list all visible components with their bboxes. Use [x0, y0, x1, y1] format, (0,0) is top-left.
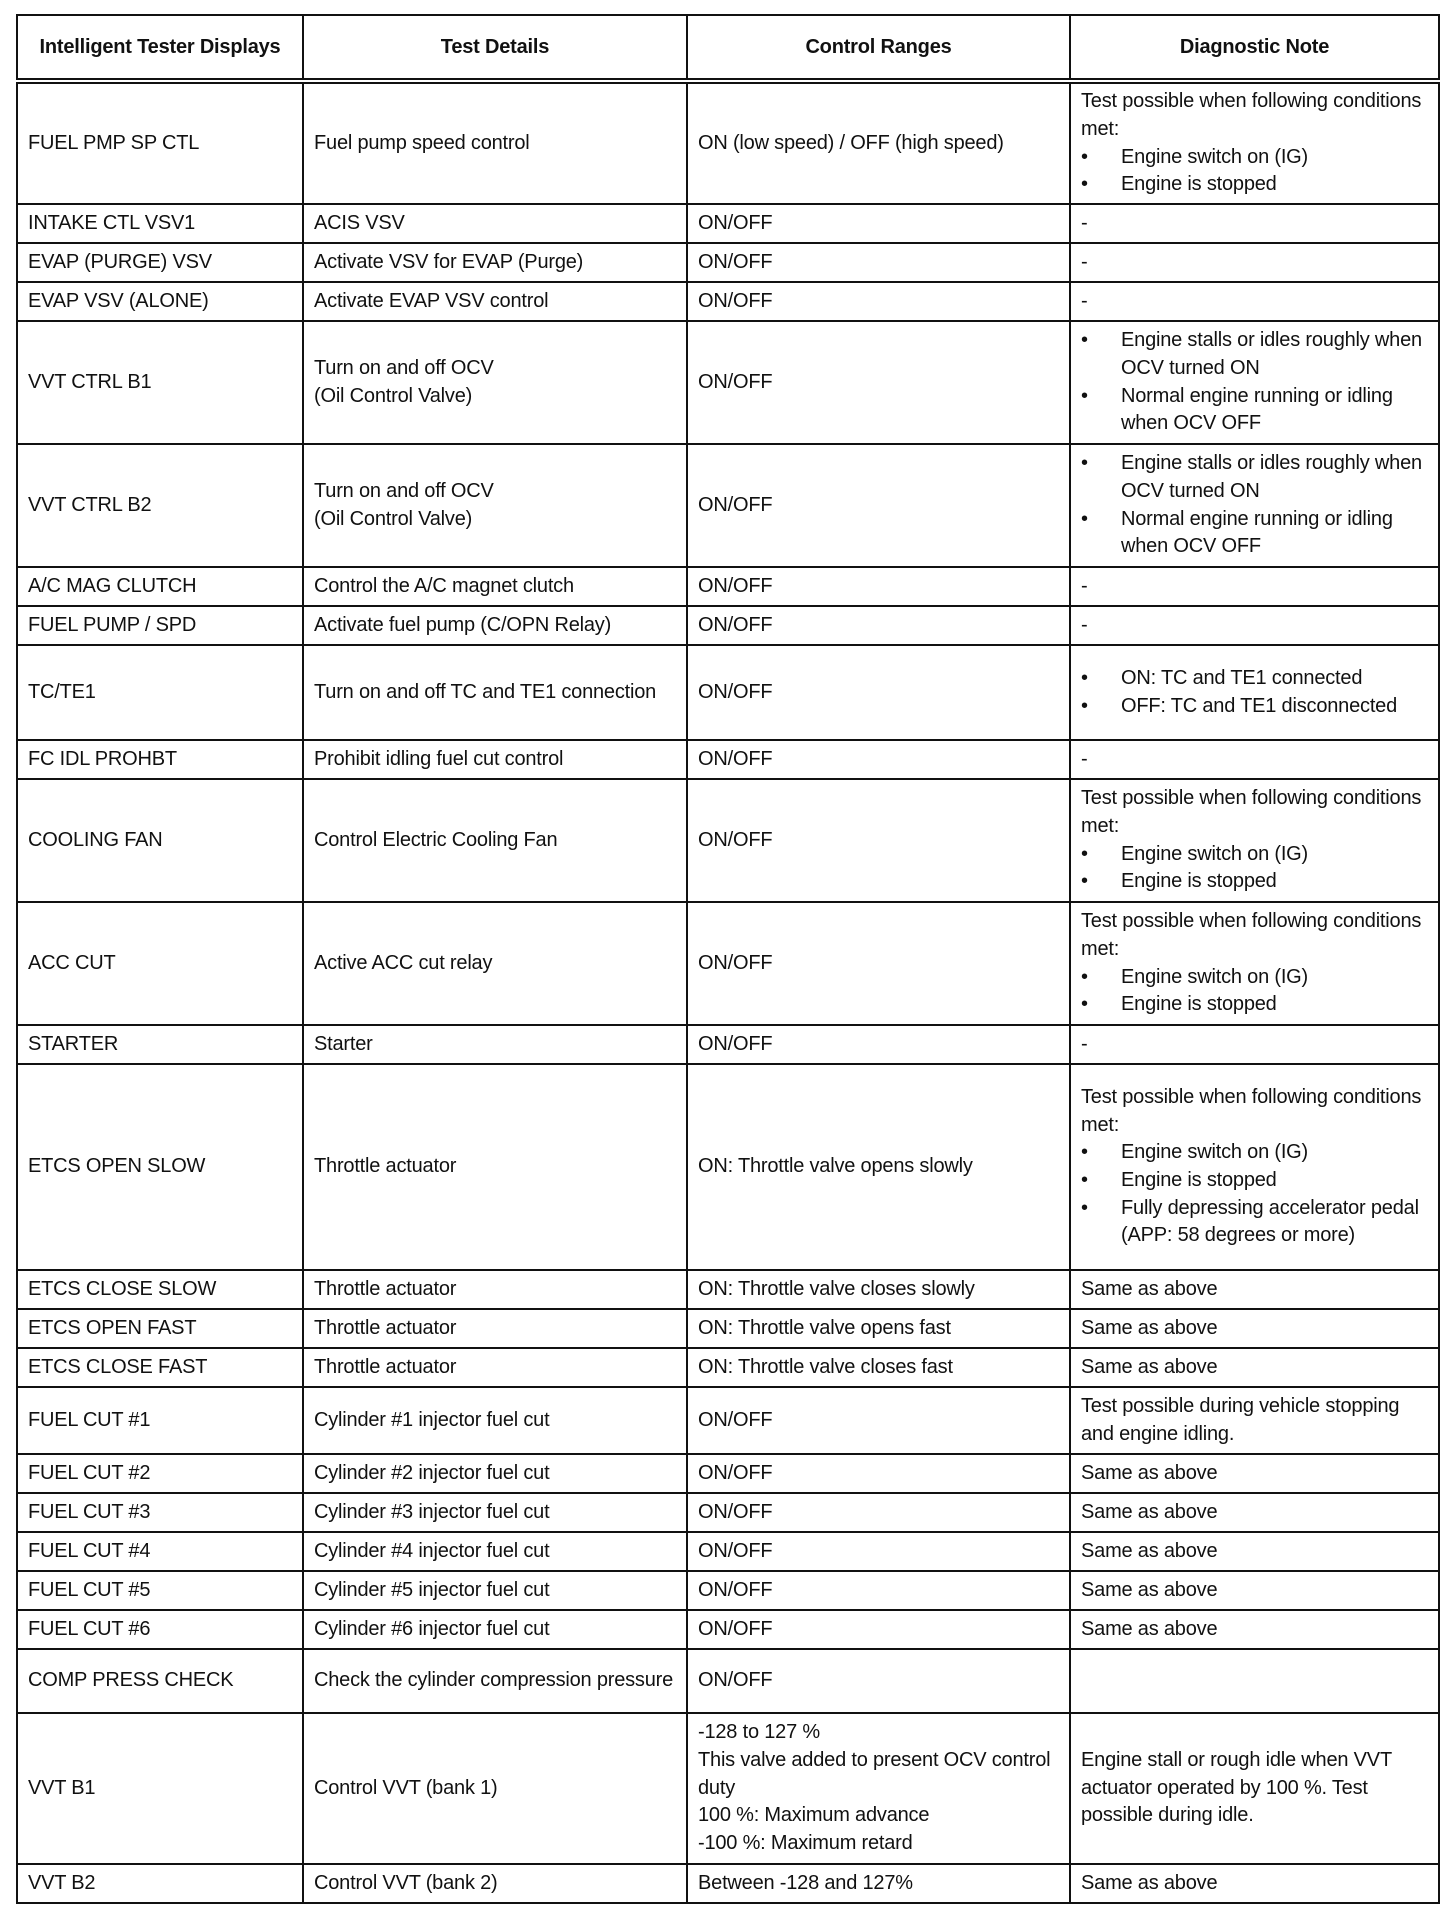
cell-test-details	[303, 1454, 687, 1493]
cell-control-range	[687, 81, 1070, 204]
cell-diagnostic-note	[1070, 1571, 1439, 1610]
bullet-icon: •	[1081, 173, 1088, 196]
cell-diagnostic-note	[1070, 606, 1439, 645]
table-row	[17, 1309, 1439, 1348]
cell-diagnostic-note	[1070, 779, 1439, 902]
cell-display: FUEL PMP SP CTL	[17, 81, 303, 204]
cell-line: Active ACC cut relay	[314, 951, 493, 974]
cell-test-details	[303, 779, 687, 902]
note-text: Engine is stopped	[1121, 870, 1277, 893]
cell-display: VVT CTRL B1	[17, 321, 303, 444]
cell-display: EVAP (PURGE) VSV	[17, 243, 303, 282]
cell-test-details	[303, 567, 687, 606]
note-text: Same as above	[1081, 1355, 1218, 1378]
cell-control-range	[687, 1649, 1070, 1713]
note-bullet-item	[1081, 450, 1428, 505]
table-row	[17, 606, 1439, 645]
bullet-icon: •	[1081, 666, 1088, 689]
cell-display: ETCS OPEN SLOW	[17, 1064, 303, 1270]
cell-line: ON/OFF	[698, 1461, 773, 1484]
note-text: Same as above	[1081, 1617, 1218, 1640]
table-row	[17, 1493, 1439, 1532]
cell-display: ACC CUT	[17, 902, 303, 1025]
cell-diagnostic-note	[1070, 1064, 1439, 1270]
cell-line: ON/OFF	[698, 613, 773, 636]
cell-line: -128 to 127 %	[698, 1721, 820, 1744]
note-text: OFF: TC and TE1 disconnected	[1121, 694, 1398, 717]
cell-line: ON/OFF	[698, 574, 773, 597]
header-test-details: Test Details	[303, 15, 687, 81]
cell-line: ON/OFF	[698, 211, 773, 234]
cell-diagnostic-note	[1070, 1864, 1439, 1903]
note-bullet-item	[1081, 327, 1428, 382]
note-text: Normal engine running or idling when OCV OFF	[1121, 384, 1393, 435]
note-bullet-item	[1081, 506, 1428, 561]
note-text: ON: TC and TE1 connected	[1121, 666, 1363, 689]
cell-line: Control VVT (bank 1)	[314, 1776, 498, 1799]
cell-line: Turn on and off OCV	[314, 479, 494, 502]
cell-line: 100 %: Maximum advance	[698, 1804, 930, 1827]
cell-control-range	[687, 1713, 1070, 1864]
note-bullet-item	[1081, 383, 1428, 438]
cell-display: ETCS CLOSE SLOW	[17, 1270, 303, 1309]
cell-control-range	[687, 606, 1070, 645]
cell-line: Cylinder #2 injector fuel cut	[314, 1461, 550, 1484]
table-row	[17, 1649, 1439, 1713]
cell-line: ON/OFF	[698, 680, 773, 703]
bullet-icon: •	[1081, 329, 1088, 352]
cell-display: FUEL CUT #6	[17, 1610, 303, 1649]
cell-control-range	[687, 740, 1070, 779]
cell-display: ETCS OPEN FAST	[17, 1309, 303, 1348]
bullet-icon: •	[1081, 965, 1088, 988]
active-test-table	[16, 14, 1440, 1904]
note-text: Same as above	[1081, 1461, 1218, 1484]
cell-control-range	[687, 1864, 1070, 1903]
table-row	[17, 740, 1439, 779]
note-text: -	[1081, 250, 1088, 273]
cell-display: FUEL CUT #4	[17, 1532, 303, 1571]
cell-diagnostic-note	[1070, 1649, 1439, 1713]
cell-diagnostic-note	[1070, 1309, 1439, 1348]
header-displays: Intelligent Tester Displays	[17, 15, 303, 81]
cell-control-range	[687, 1348, 1070, 1387]
cell-line: Turn on and off TC and TE1 connection	[314, 680, 657, 703]
cell-test-details	[303, 321, 687, 444]
cell-line: ON/OFF	[698, 1408, 773, 1431]
cell-line: Prohibit idling fuel cut control	[314, 747, 564, 770]
cell-diagnostic-note	[1070, 1270, 1439, 1309]
cell-line: Control VVT (bank 2)	[314, 1871, 498, 1894]
cell-line: (Oil Control Valve)	[314, 384, 473, 407]
cell-display: EVAP VSV (ALONE)	[17, 282, 303, 321]
header-diagnostic-note: Diagnostic Note	[1070, 15, 1439, 81]
cell-display: FUEL PUMP / SPD	[17, 606, 303, 645]
cell-line: Throttle actuator	[314, 1277, 457, 1300]
cell-diagnostic-note	[1070, 1348, 1439, 1387]
bullet-icon: •	[1081, 1169, 1088, 1191]
note-text: Engine stalls or idles roughly when OCV turned ON	[1121, 329, 1422, 379]
cell-diagnostic-note	[1070, 282, 1439, 321]
cell-display: FUEL CUT #3	[17, 1493, 303, 1532]
table-row	[17, 1348, 1439, 1387]
cell-control-range	[687, 204, 1070, 243]
cell-control-range	[687, 1610, 1070, 1649]
note-text: Engine switch on (IG)	[1121, 965, 1308, 988]
note-text: Fully depressing accelerator pedal (APP: 58 degrees or more)	[1121, 1196, 1419, 1247]
cell-line: Throttle actuator	[314, 1355, 457, 1378]
bullet-icon: •	[1081, 993, 1088, 1016]
cell-line: ON: Throttle valve opens slowly	[698, 1155, 973, 1178]
note-text: -	[1081, 574, 1088, 597]
note-text: Test possible when following conditions met:	[1081, 90, 1422, 140]
cell-line: ON/OFF	[698, 1617, 773, 1640]
cell-line: Control Electric Cooling Fan	[314, 828, 558, 851]
cell-test-details	[303, 204, 687, 243]
cell-diagnostic-note	[1070, 1610, 1439, 1649]
table-row	[17, 1270, 1439, 1309]
cell-test-details	[303, 1493, 687, 1532]
cell-display: TC/TE1	[17, 645, 303, 740]
cell-line: ON/OFF	[698, 1578, 773, 1601]
cell-line: This valve added to present OCV control duty	[698, 1748, 1051, 1799]
cell-line: ON/OFF	[698, 250, 773, 273]
cell-line: Check the cylinder compression pressure	[314, 1669, 674, 1692]
cell-test-details	[303, 1270, 687, 1309]
note-text: Engine stalls or idles roughly when OCV turned ON	[1121, 452, 1422, 502]
cell-test-details	[303, 1610, 687, 1649]
cell-diagnostic-note	[1070, 740, 1439, 779]
cell-diagnostic-note	[1070, 204, 1439, 243]
cell-line: Activate fuel pump (C/OPN Relay)	[314, 613, 612, 636]
cell-test-details	[303, 1571, 687, 1610]
cell-line: ON/OFF	[698, 1500, 773, 1523]
bullet-icon: •	[1081, 842, 1088, 865]
cell-test-details	[303, 1864, 687, 1903]
cell-display: VVT B1	[17, 1713, 303, 1864]
cell-test-details	[303, 645, 687, 740]
note-text: -	[1081, 1032, 1088, 1055]
table-row	[17, 1064, 1439, 1270]
note-bullet-item	[1081, 693, 1428, 721]
note-text: Engine switch on (IG)	[1121, 842, 1308, 865]
cell-display: FUEL CUT #2	[17, 1454, 303, 1493]
bullet-icon: •	[1081, 694, 1088, 717]
table-row	[17, 645, 1439, 740]
cell-diagnostic-note	[1070, 1454, 1439, 1493]
table-row	[17, 444, 1439, 567]
cell-diagnostic-note	[1070, 902, 1439, 1025]
table-row	[17, 1610, 1439, 1649]
note-text: Normal engine running or idling when OCV OFF	[1121, 507, 1393, 558]
cell-display: VVT CTRL B2	[17, 444, 303, 567]
cell-line: ON: Throttle valve closes fast	[698, 1355, 953, 1378]
note-text: Test possible during vehicle stopping and engine idling.	[1081, 1394, 1400, 1445]
note-bullet-item	[1081, 171, 1428, 199]
cell-line: Cylinder #4 injector fuel cut	[314, 1539, 550, 1562]
cell-diagnostic-note	[1070, 1387, 1439, 1454]
cell-test-details	[303, 1064, 687, 1270]
cell-control-range	[687, 567, 1070, 606]
table-row	[17, 204, 1439, 243]
note-text: Test possible when following conditions met:	[1081, 910, 1422, 960]
note-text: Engine switch on (IG)	[1121, 1141, 1308, 1164]
cell-control-range	[687, 1532, 1070, 1571]
cell-test-details	[303, 1713, 687, 1864]
cell-display: STARTER	[17, 1025, 303, 1064]
note-bullet-item	[1081, 1167, 1428, 1195]
cell-control-range	[687, 1270, 1070, 1309]
bullet-icon: •	[1081, 145, 1088, 168]
table-row	[17, 81, 1439, 204]
table-body	[17, 81, 1439, 1903]
table-row	[17, 282, 1439, 321]
cell-line: Starter	[314, 1032, 373, 1055]
cell-control-range	[687, 779, 1070, 902]
cell-line: ON/OFF	[698, 1539, 773, 1562]
cell-control-range	[687, 321, 1070, 444]
cell-line: Cylinder #1 injector fuel cut	[314, 1408, 550, 1431]
cell-diagnostic-note	[1070, 1532, 1439, 1571]
cell-control-range	[687, 1493, 1070, 1532]
note-text: Same as above	[1081, 1277, 1218, 1300]
cell-display: COMP PRESS CHECK	[17, 1649, 303, 1713]
cell-control-range	[687, 1309, 1070, 1348]
note-text: -	[1081, 613, 1088, 636]
cell-line: -100 %: Maximum retard	[698, 1832, 913, 1855]
cell-test-details	[303, 1532, 687, 1571]
cell-diagnostic-note	[1070, 1025, 1439, 1064]
note-bullet-item	[1081, 964, 1428, 992]
table-row	[17, 1571, 1439, 1610]
table-row	[17, 779, 1439, 902]
table-row	[17, 1532, 1439, 1571]
table-row	[17, 321, 1439, 444]
cell-control-range	[687, 645, 1070, 740]
note-text: Engine switch on (IG)	[1121, 145, 1308, 168]
cell-display: VVT B2	[17, 1864, 303, 1903]
cell-line: ON/OFF	[698, 289, 773, 312]
cell-line: ON/OFF	[698, 370, 773, 393]
cell-line: Turn on and off OCV	[314, 356, 494, 379]
table-row	[17, 1454, 1439, 1493]
cell-line: Control the A/C magnet clutch	[314, 574, 574, 597]
table-row	[17, 1713, 1439, 1864]
note-bullet-item	[1081, 1195, 1428, 1250]
cell-line: ON/OFF	[698, 828, 773, 851]
cell-test-details	[303, 1348, 687, 1387]
cell-test-details	[303, 1025, 687, 1064]
cell-display: FC IDL PROHBT	[17, 740, 303, 779]
note-text: Same as above	[1081, 1539, 1218, 1562]
note-text: Engine stall or rough idle when VVT actuator operated by 100 %. Test possible during idle.	[1081, 1748, 1392, 1827]
cell-display: FUEL CUT #1	[17, 1387, 303, 1454]
bullet-icon: •	[1081, 384, 1088, 407]
cell-line: ON/OFF	[698, 951, 773, 974]
note-text: Same as above	[1081, 1578, 1218, 1601]
cell-line: ACIS VSV	[314, 211, 405, 234]
cell-diagnostic-note	[1070, 444, 1439, 567]
note-text: -	[1081, 211, 1088, 234]
cell-test-details	[303, 243, 687, 282]
cell-test-details	[303, 444, 687, 567]
cell-test-details	[303, 740, 687, 779]
bullet-icon: •	[1081, 452, 1088, 475]
note-text: -	[1081, 747, 1088, 770]
cell-diagnostic-note	[1070, 321, 1439, 444]
cell-control-range	[687, 1064, 1070, 1270]
cell-line: Cylinder #6 injector fuel cut	[314, 1617, 550, 1640]
cell-display: ETCS CLOSE FAST	[17, 1348, 303, 1387]
bullet-icon: •	[1081, 870, 1088, 893]
cell-test-details	[303, 282, 687, 321]
cell-line: ON/OFF	[698, 747, 773, 770]
cell-line: Throttle actuator	[314, 1155, 457, 1178]
bullet-icon: •	[1081, 507, 1088, 530]
cell-line: ON: Throttle valve opens fast	[698, 1316, 951, 1339]
cell-diagnostic-note	[1070, 1493, 1439, 1532]
cell-control-range	[687, 282, 1070, 321]
cell-line: ON: Throttle valve closes slowly	[698, 1277, 975, 1300]
header-control-ranges: Control Ranges	[687, 15, 1070, 81]
cell-test-details	[303, 81, 687, 204]
cell-line: ON/OFF	[698, 493, 773, 516]
cell-display: FUEL CUT #5	[17, 1571, 303, 1610]
cell-test-details	[303, 902, 687, 1025]
note-text: Test possible when following conditions met:	[1081, 787, 1422, 837]
note-bullet-item	[1081, 665, 1428, 693]
note-bullet-item	[1081, 1139, 1428, 1167]
note-bullet-item	[1081, 991, 1428, 1019]
note-text: -	[1081, 289, 1088, 312]
cell-test-details	[303, 1309, 687, 1348]
cell-line: ON/OFF	[698, 1669, 773, 1692]
note-text: Engine is stopped	[1121, 993, 1277, 1016]
note-text: Engine is stopped	[1121, 1169, 1277, 1191]
table-row	[17, 243, 1439, 282]
cell-control-range	[687, 1454, 1070, 1493]
cell-control-range	[687, 1387, 1070, 1454]
note-text: Test possible when following conditions met:	[1081, 1085, 1422, 1136]
cell-line: Throttle actuator	[314, 1316, 457, 1339]
cell-control-range	[687, 444, 1070, 567]
cell-display: COOLING FAN	[17, 779, 303, 902]
note-bullet-item	[1081, 841, 1428, 869]
cell-line: Fuel pump speed control	[314, 131, 530, 154]
cell-diagnostic-note	[1070, 567, 1439, 606]
cell-diagnostic-note	[1070, 243, 1439, 282]
table-row	[17, 567, 1439, 606]
cell-line: ON (low speed) / OFF (high speed)	[698, 131, 1004, 154]
cell-line: (Oil Control Valve)	[314, 507, 473, 530]
bullet-icon: •	[1081, 1196, 1088, 1219]
cell-line: Activate VSV for EVAP (Purge)	[314, 250, 584, 273]
cell-control-range	[687, 243, 1070, 282]
bullet-icon: •	[1081, 1141, 1088, 1164]
note-bullet-item	[1081, 144, 1428, 172]
cell-test-details	[303, 606, 687, 645]
cell-line: Between -128 and 127%	[698, 1871, 913, 1894]
cell-test-details	[303, 1387, 687, 1454]
cell-display: INTAKE CTL VSV1	[17, 204, 303, 243]
cell-diagnostic-note	[1070, 81, 1439, 204]
table-row	[17, 1864, 1439, 1903]
cell-line: Cylinder #3 injector fuel cut	[314, 1500, 550, 1523]
cell-control-range	[687, 902, 1070, 1025]
note-text: Same as above	[1081, 1500, 1218, 1523]
note-text: Same as above	[1081, 1316, 1218, 1339]
table-row	[17, 1025, 1439, 1064]
cell-line: Activate EVAP VSV control	[314, 289, 549, 312]
header-row	[17, 15, 1439, 81]
cell-control-range	[687, 1571, 1070, 1610]
note-bullet-item	[1081, 868, 1428, 896]
cell-display: A/C MAG CLUTCH	[17, 567, 303, 606]
cell-diagnostic-note	[1070, 645, 1439, 740]
cell-line: ON/OFF	[698, 1032, 773, 1055]
cell-line: Cylinder #5 injector fuel cut	[314, 1578, 550, 1601]
cell-control-range	[687, 1025, 1070, 1064]
note-text: Same as above	[1081, 1871, 1218, 1894]
cell-test-details	[303, 1649, 687, 1713]
note-text: Engine is stopped	[1121, 173, 1277, 196]
table-row	[17, 902, 1439, 1025]
table-row	[17, 1387, 1439, 1454]
cell-diagnostic-note	[1070, 1713, 1439, 1864]
